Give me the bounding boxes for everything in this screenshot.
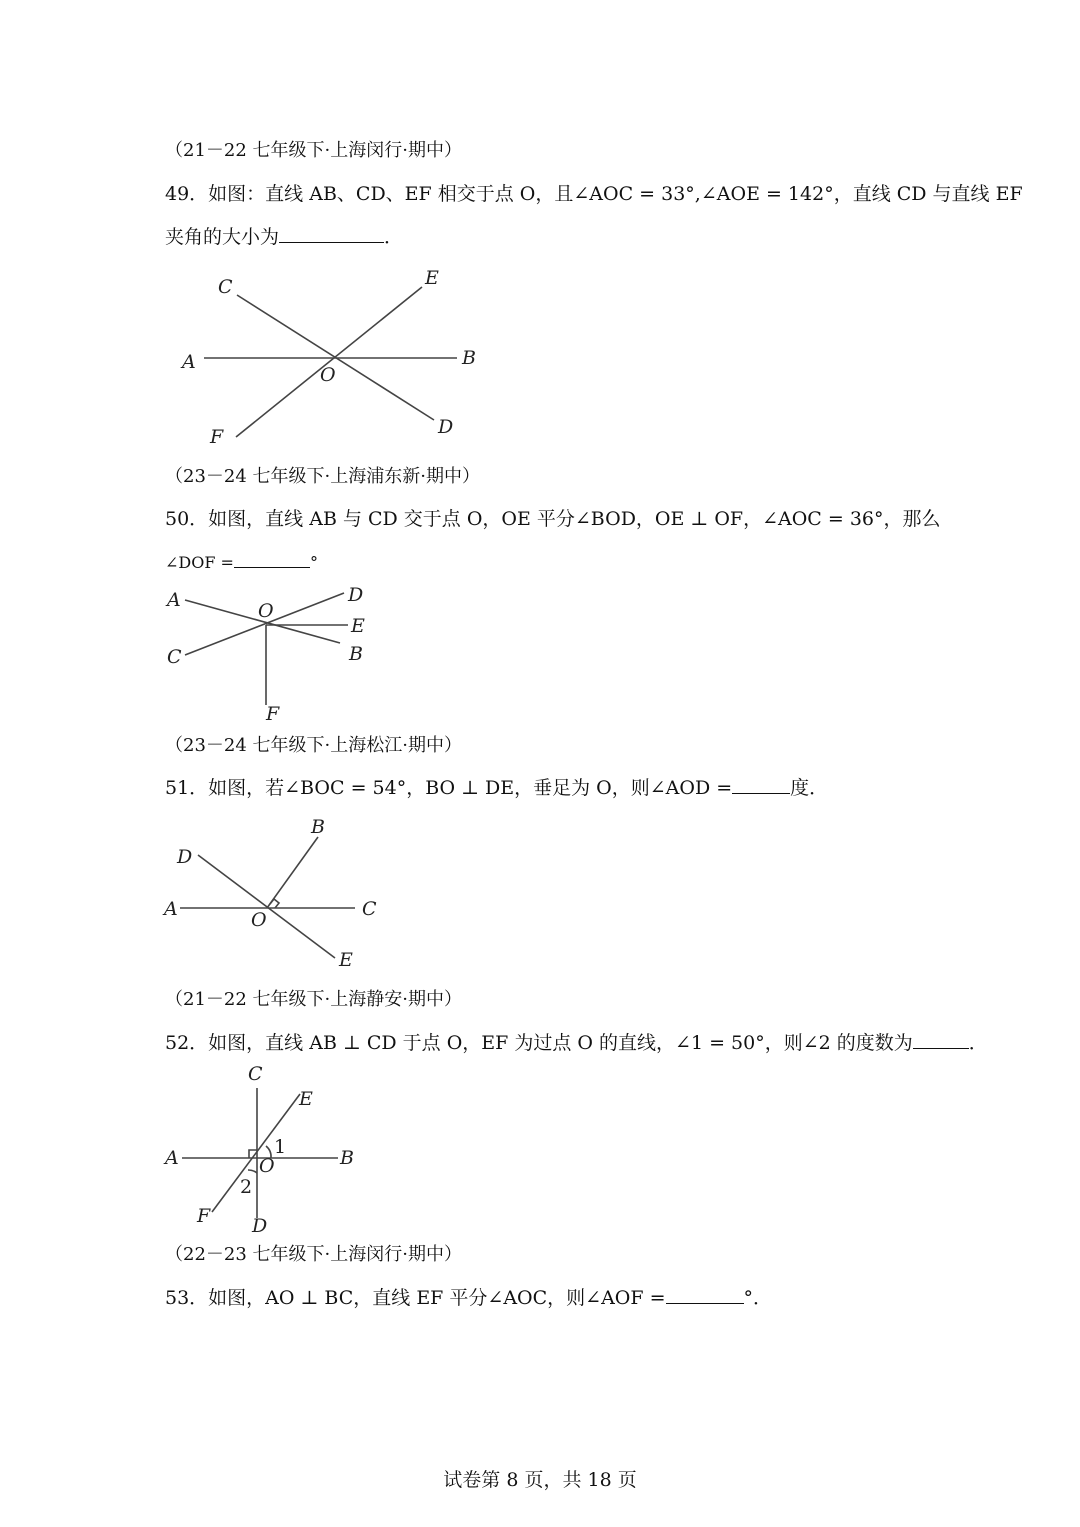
- q49-stem-cont: [165, 224, 403, 250]
- q49-label-c: C: [218, 276, 233, 298]
- q50-stem-cont: [165, 549, 318, 576]
- q50-label-d: D: [348, 584, 364, 606]
- q49-stem: 49．如图：直线 AB、CD、EF 相交于点 O，且∠AOC = 33°,∠AOE = 142°，直线 CD 与直线 EF: [165, 183, 1023, 205]
- q52-stem: [165, 1030, 988, 1056]
- q49-stem-end: ．: [384, 226, 404, 248]
- q51-stem: [165, 775, 828, 801]
- q53-stem-text: 53．如图，AO ⊥ BC，直线 EF 平分∠AOC，则∠AOF =: [165, 1287, 666, 1309]
- q49-source: （21－22 七年级下·上海闵行·期中）: [165, 140, 462, 161]
- q52-label-f: F: [197, 1205, 211, 1227]
- q49-label-d: D: [438, 416, 454, 438]
- q49-label-o: O: [320, 364, 336, 386]
- page-footer: 试卷第 8 页，共 18 页: [443, 1469, 637, 1491]
- q52-line-ef: [212, 1094, 300, 1212]
- q52-stem-end: ．: [968, 1032, 988, 1054]
- q52-label-e: E: [299, 1088, 313, 1110]
- q53-source: （22－23 七年级下·上海闵行·期中）: [165, 1244, 462, 1265]
- q52-label-c: C: [248, 1063, 263, 1085]
- q50-stem-end: °: [309, 553, 318, 572]
- q51-stem-end: 度．: [790, 777, 829, 799]
- q51-stem-text: 51．如图，若∠BOC = 54°，BO ⊥ DE，垂足为 O，则∠AOD =: [165, 777, 733, 799]
- q51-figure: [160, 815, 390, 975]
- q49-stem-text: 夹角的大小为: [165, 226, 280, 248]
- q49-label-f: F: [210, 426, 224, 448]
- q52-label-d: D: [252, 1215, 268, 1237]
- q50-label-f: F: [266, 703, 280, 725]
- q51-ray-ob: [267, 837, 318, 908]
- q49-line-ef: [236, 287, 422, 437]
- q49-answer-blank[interactable]: [279, 224, 384, 243]
- q51-line-de: [198, 855, 335, 958]
- q50-stem: 50．如图，直线 AB 与 CD 交于点 O，OE 平分∠BOD，OE ⊥ OF，∠AOC = 36°，那么: [165, 508, 941, 530]
- q50-source: （23－24 七年级下·上海浦东新·期中）: [165, 466, 480, 487]
- q51-label-d: D: [177, 846, 193, 868]
- q51-label-b: B: [311, 816, 325, 838]
- q52-label-o: O: [259, 1155, 275, 1177]
- q51-source: （23－24 七年级下·上海松江·期中）: [165, 735, 462, 756]
- q52-label-b: B: [340, 1147, 354, 1169]
- q50-stem-text: ∠DOF =: [165, 553, 234, 572]
- q53-stem-end: °．: [743, 1287, 773, 1309]
- q51-label-o: O: [251, 909, 267, 931]
- q50-label-a: A: [167, 589, 181, 611]
- q52-angle2-arc: [248, 1170, 257, 1173]
- q49-label-b: B: [462, 347, 476, 369]
- q49-figure: [170, 265, 490, 455]
- q51-right-angle-mark: [270, 899, 279, 908]
- q50-label-e: E: [351, 615, 365, 637]
- q53-stem: [165, 1285, 772, 1311]
- q50-label-b: B: [349, 643, 363, 665]
- q49-label-a: A: [182, 351, 196, 373]
- q50-figure: [160, 585, 380, 725]
- q52-stem-text: 52．如图，直线 AB ⊥ CD 于点 O，EF 为过点 O 的直线，∠1 = 50°，则∠2 的度数为: [165, 1032, 913, 1054]
- q50-label-c: C: [167, 646, 182, 668]
- q52-source: （21－22 七年级下·上海静安·期中）: [165, 989, 462, 1010]
- q52-figure: [160, 1062, 380, 1242]
- q51-answer-blank[interactable]: [732, 775, 790, 794]
- q51-label-a: A: [164, 898, 178, 920]
- q49-label-e: E: [425, 267, 439, 289]
- q51-label-e: E: [339, 949, 353, 971]
- q52-answer-blank[interactable]: [913, 1030, 969, 1049]
- q52-label-2: 2: [240, 1176, 253, 1198]
- q52-label-a: A: [165, 1147, 179, 1169]
- q50-label-o: O: [258, 600, 274, 622]
- q52-label-1: 1: [274, 1136, 287, 1158]
- q53-answer-blank[interactable]: [666, 1285, 744, 1304]
- q51-label-c: C: [362, 898, 377, 920]
- q50-answer-blank[interactable]: [234, 549, 310, 568]
